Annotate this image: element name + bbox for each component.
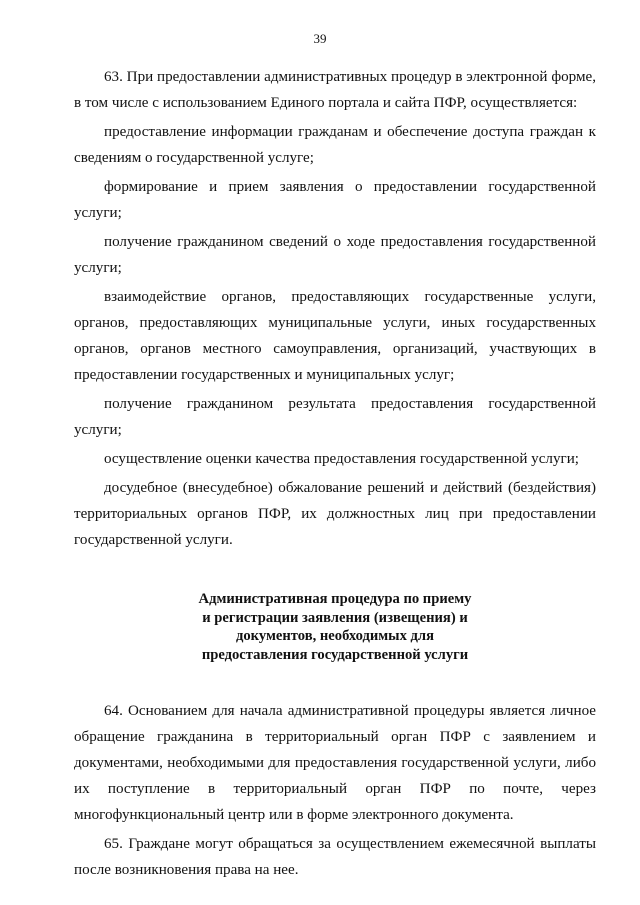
section-heading-line-1: Административная процедура по приему — [198, 591, 472, 607]
paragraph-65: 65. Граждане могут обращаться за осуществлением ежемесячной выплаты после возникновения права на нее. — [74, 836, 596, 878]
paragraph-64: 64. Основанием для начала административной процедуры является личное обращение гражданина в территориальный орган ПФР с заявлением и документами, необходимыми для предоставления государственной услуги, либо их поступление в территориальный орган ПФР по почте, через многофункциональный центр или в форме электронного документа. — [74, 703, 596, 823]
page-number: 39 — [313, 31, 327, 46]
paragraph-63-item-1: предоставление информации гражданам и обеспечение доступа граждан к сведениям о государственной услуге; — [74, 124, 596, 166]
document-body — [74, 64, 596, 883]
section-heading-line-3: документов, необходимых для — [236, 628, 434, 644]
paragraph-63-item-2: формирование и прием заявления о предоставлении государственной услуги; — [74, 179, 596, 221]
paragraph-63-intro: 63. При предоставлении административных процедур в электронной форме, в том числе с использованием Единого портала и сайта ПФР, осуществляется: — [74, 69, 596, 111]
section-heading-line-4: предоставления государственной услуги — [201, 646, 469, 663]
section-heading-line-2: и регистрации заявления (извещения) и — [202, 609, 468, 626]
section-heading — [74, 590, 596, 664]
paragraph-63-item-3: получение гражданином сведений о ходе предоставления государственной услуги; — [74, 234, 596, 276]
paragraph-63-item-5: получение гражданином результата предоставления государственной услуги; — [74, 396, 596, 438]
paragraph-63-item-6: осуществление оценки качества предоставления государственной услуги; — [104, 451, 579, 467]
paragraph-63-item-4: взаимодействие органов, предоставляющих государственные услуги, органов, предоставляющих муниципальные услуги, иных государственных органов, органов местного самоуправления, организаций, участвующих в предоставлении государственных и муниципальных услуг; — [74, 289, 596, 383]
paragraph-63-item-7: досудебное (внесудебное) обжалование решений и действий (бездействия) территориальных органов ПФР, их должностных лиц при предоставлении государственной услуги. — [74, 480, 596, 548]
